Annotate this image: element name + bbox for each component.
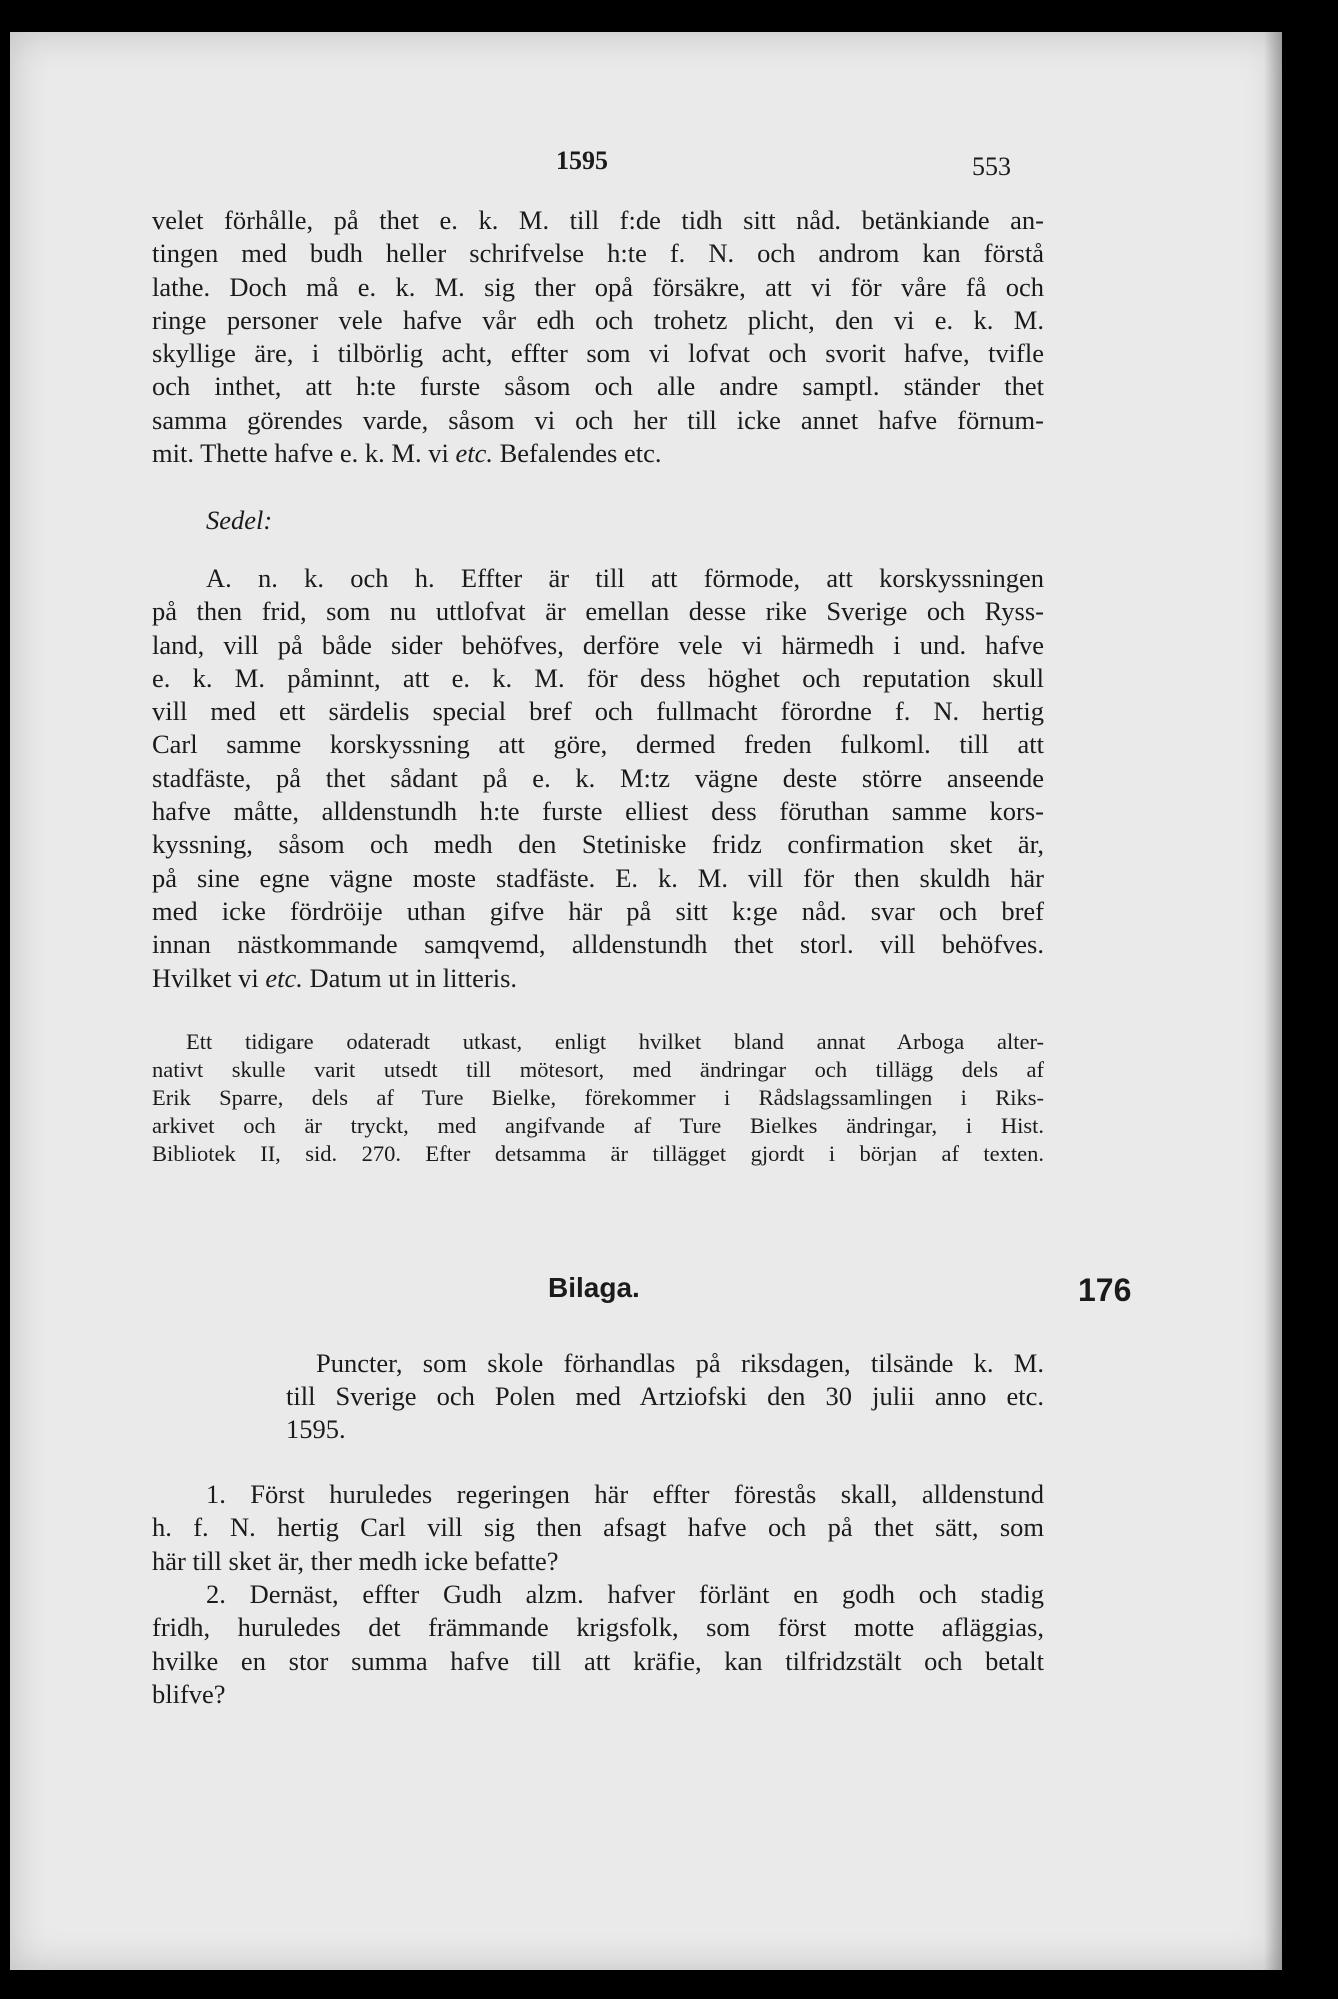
text-italic: etc. <box>455 438 493 469</box>
intro-line: Puncter, som skole förhandlas på riksdagen, tilsände k. M. <box>316 1348 1044 1378</box>
text-line: lathe. Doch må e. k. M. sig ther opå försäkre, att vi för våre få och <box>152 271 1044 302</box>
text-line: land, vill på både sider behöfves, derföre vele vi härmedh i und. hafve <box>152 629 1044 660</box>
text-line: hafve måtte, alldenstundh h:te furste elliest dess föruthan samme kors- <box>152 796 1044 827</box>
text-line: skyllige äre, i tilbörlig acht, effter som vi lofvat och svorit hafve, tvifle <box>152 338 1044 369</box>
running-header-year: 1595 <box>556 146 608 175</box>
text-line: på sine egne vägne moste stadfäste. E. k. M. vill för then skuldh här <box>152 862 1044 893</box>
point-line: blifve? <box>152 1678 226 1709</box>
text-segment: Hvilket vi <box>152 962 266 993</box>
note-line: Bibliotek II, sid. 270. Efter detsamma är tillägget gjordt i början af texten. <box>152 1141 1044 1166</box>
point-line: 2. Dernäst, effter Gudh alzm. hafver förlänt en godh och stadig <box>206 1579 1044 1609</box>
point-line: h. f. N. hertig Carl vill sig then afsagt hafve och på thet sätt, som <box>152 1512 1044 1543</box>
text-segment: Datum ut in litteris. <box>302 962 518 993</box>
point-1 <box>152 1478 1044 1578</box>
point-line: hvilke en stor summa hafve till att kräfie, kan tilfridzstält och betalt <box>152 1645 1044 1676</box>
point-line: fridh, huruledes det främmande krigsfolk, som först motte afläggias, <box>152 1612 1044 1643</box>
point-line: här till sket är, ther medh icke befatte? <box>152 1545 559 1576</box>
text-line: A. n. k. och h. Effter är till att förmode, att korskyssningen <box>206 563 1044 593</box>
text-line-last <box>152 437 1044 470</box>
document-number: 176 <box>1078 1272 1132 1308</box>
page-number: 553 <box>972 152 1011 181</box>
appendix-intro <box>316 1347 1044 1380</box>
text-line: tingen med budh heller schrifvelse h:te f. N. och androm kan förstå <box>152 238 1044 269</box>
paragraph-1 <box>152 204 1044 470</box>
text-line: och inthet, att h:te furste såsom och alle andre samptl. ständer thet <box>152 371 1044 402</box>
text-line: kyssning, såsom och medh den Stetiniske fridz confirmation sket är, <box>152 829 1044 860</box>
note-line: Ett tidigare odateradt utkast, enligt hvilket bland annat Arboga alter- <box>186 1029 1044 1054</box>
text-line: e. k. M. påminnt, att e. k. M. för dess höghet och reputation skull <box>152 662 1044 693</box>
text-line: på then frid, som nu uttlofvat är emellan desse rike Sverige och Ryss- <box>152 596 1044 627</box>
sedel-label <box>206 504 272 537</box>
note-line: arkivet och är tryckt, med angifvande af Ture Bielkes ändringar, i Hist. <box>152 1113 1044 1138</box>
text-line: innan nästkommande samqvemd, alldenstundh thet storl. vill behöfves. <box>152 929 1044 960</box>
note-line: Erik Sparre, dels af Ture Bielke, förekommer i Rådslagssamlingen i Riks- <box>152 1085 1044 1110</box>
intro-line: till Sverige och Polen med Artziofski den 30 julii anno etc. <box>286 1381 1044 1411</box>
editorial-note <box>152 1028 1044 1168</box>
appendix-intro-2 <box>286 1380 1044 1447</box>
text-line-last <box>152 962 1044 995</box>
text-italic: etc. <box>265 962 303 993</box>
point-line: 1. Först huruledes regeringen här effter förestås skall, alldenstund <box>206 1479 1044 1509</box>
text-segment: mit. Thette hafve e. k. M. vi <box>152 438 456 469</box>
intro-line: 1595. <box>286 1414 346 1445</box>
sedel-label-text: Sedel: <box>206 505 273 535</box>
text-segment: Befalendes etc. <box>492 438 662 469</box>
point-2 <box>152 1578 1044 1711</box>
text-line: samma görendes varde, såsom vi och her till icke annet hafve förnum- <box>152 404 1044 435</box>
text-line: ringe personer vele hafve vår edh och trohetz plicht, den vi e. k. M. <box>152 304 1044 335</box>
text-line: vill med ett särdelis special bref och fullmacht förordne f. N. hertig <box>152 696 1044 727</box>
text-line: med icke fördröije uthan gifve här på sitt k:ge nåd. svar och bref <box>152 895 1044 926</box>
note-line: nativt skulle varit utsedt till mötesort, med ändringar och tillägg dels af <box>152 1057 1044 1082</box>
text-line: velet förhålle, på thet e. k. M. till f:de tidh sitt nåd. betänkiande an- <box>152 205 1044 235</box>
text-line: stadfäste, på thet sådant på e. k. M:tz vägne deste större anseende <box>152 762 1044 793</box>
text-line: Carl samme korskyssning att göre, dermed freden fulkoml. till att <box>152 729 1044 760</box>
appendix-title: Bilaga. <box>548 1272 640 1303</box>
paragraph-2 <box>152 562 1044 995</box>
